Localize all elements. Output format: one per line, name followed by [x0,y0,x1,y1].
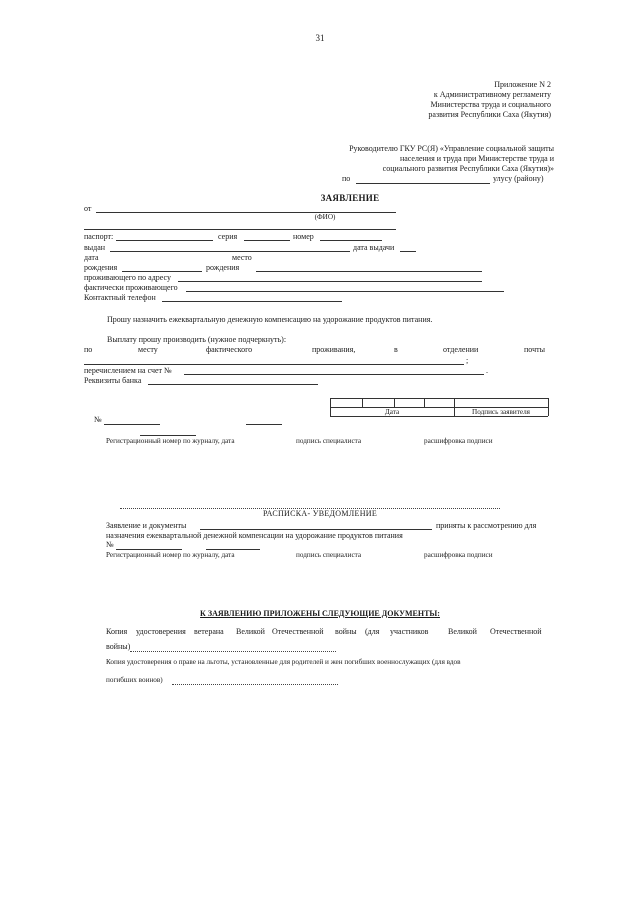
registration-sub-field[interactable] [140,435,196,436]
receipt-number-field[interactable] [116,549,182,550]
attachment-word: (для [365,627,380,636]
request-text: Прошу назначить ежеквартальную денежную компенсацию на удорожание продуктов питания. [107,315,433,324]
appendix-line: к Административному регламенту [433,90,551,99]
appendix-line: Приложение N 2 [494,80,551,89]
receipt-line1-prefix: Заявление и документы [106,521,187,530]
receipt-documents-field[interactable] [200,529,432,530]
series-label: серия [218,232,238,241]
place-label: место [232,253,252,262]
registration-number-field[interactable] [104,424,160,425]
registration-label: Регистрационный номер по журналу, дата [106,437,235,445]
number-field[interactable] [320,240,382,241]
addressee-line: Руководителю ГКУ РС(Я) «Управление социальной защиты [349,144,554,153]
attachment-word: войны [335,627,357,636]
table-right-border [548,398,549,416]
receipt-title: РАСПИСКА- УВЕДОМЛЕНИЕ [262,509,378,518]
specialist-signature-label: подпись специалиста [296,437,362,445]
date-label: дата [84,253,99,262]
attachment-word: удостоверения [136,627,186,636]
issue-date-label: дата выдачи [353,243,395,252]
receipt-date-field[interactable] [206,549,260,550]
phone-field[interactable] [162,301,342,302]
birth-place-field[interactable] [256,271,482,272]
account-field[interactable] [184,374,484,375]
receipt-line2: назначения ежеквартальной денежной компенсации на удорожание продуктов питания [106,531,403,540]
payment-option-word: отделении [443,345,479,354]
addressee-district-prefix: по [342,174,351,183]
birth-place-label: рождения [206,263,240,272]
payment-intro: Выплату прошу производить (нужное подчеркнуть): [107,335,287,344]
payment-option-word: месту [138,345,158,354]
date-cell-divider [362,398,363,407]
document-title: ЗАЯВЛЕНИЕ [320,193,380,203]
addressee-district-suffix: улусу (району) [493,174,544,183]
receipt-registration-label: Регистрационный номер по журналу, дата [106,551,235,559]
attachment-word: Отечественной [272,627,324,636]
attachment-word: Копия [106,627,128,636]
attachment-word: Великой [448,627,477,636]
date-cell-divider [394,398,395,407]
date-cell-divider [424,398,425,407]
payment-option-word: в [394,345,398,354]
decoding-label: расшифровка подписи [424,437,493,445]
post-office-field[interactable] [84,364,464,365]
payment-option-word: фактического [206,345,253,354]
actual-residence-field[interactable] [186,291,504,292]
issued-field[interactable] [110,251,350,252]
signature-header: Подпись заявителя [472,408,530,416]
number-label: номер [293,232,314,241]
receipt-specialist-label: подпись специалиста [296,551,362,559]
passport-label: паспорт: [84,232,114,241]
attachment-word: Отечественной [490,627,542,636]
from-label: от [84,204,92,213]
account-label: перечислением на счет № [84,366,172,375]
payment-option-word: почты [524,345,545,354]
addressee-line: населения и труда при Министерстве труда и [399,154,554,163]
account-end: . [486,366,488,375]
bank-field[interactable] [148,384,318,385]
issue-date-field[interactable] [400,251,416,252]
attachment-word: ветерана [194,627,224,636]
semicolon: ; [466,356,469,365]
issued-label: выдан [84,243,106,252]
page-number: 31 [315,33,325,43]
payment-option-word: проживания, [312,345,356,354]
registration-number-sign: № [94,415,102,424]
payment-option-word: по [84,345,93,354]
attachment-word: участников [390,627,429,636]
residing-field[interactable] [178,281,482,282]
receipt-line1-suffix: приняты к рассмотрению для [436,521,537,530]
receipt-number-sign: № [106,540,114,549]
registration-date-field[interactable] [246,424,282,425]
attachment-item-2-cont: погибших воинов) [106,676,163,684]
attachment-item-2-field[interactable] [172,684,338,685]
appendix-line: Министерства труда и социального [430,100,551,109]
actual-residence-label: фактически проживающего [84,283,178,292]
attachments-title: К ЗАЯВЛЕНИЮ ПРИЛОЖЕНЫ СЛЕДУЮЩИЕ ДОКУМЕНТЫ: [200,609,440,618]
phone-label: Контактный телефон [84,293,156,302]
addressee-line: социального развития Республики Саха (Якутия)» [382,164,554,173]
district-field[interactable] [356,183,490,184]
birth-date-label: рождения [84,263,118,272]
receipt-decoding-label: расшифровка подписи [424,551,493,559]
residing-label: проживающего по адресу [84,273,171,282]
appendix-line: развития Республики Саха (Якутия) [428,110,551,119]
table-left-border [330,398,331,416]
series-field[interactable] [244,240,290,241]
fio-field-continued[interactable] [84,229,396,230]
passport-field[interactable] [116,240,213,241]
attachment-word: Великой [236,627,265,636]
attachment-item-1-field[interactable] [130,651,336,652]
attachment-item-1-cont: войны) [106,642,131,651]
attachment-item-2-text: Копия удостоверения о праве на льготы, установленные для родителей и жен погибших военнослужащих (для вдов [106,658,461,666]
date-header: Дата [384,408,400,416]
fio-caption: (ФИО) [314,213,336,221]
birth-date-field[interactable] [122,271,202,272]
bank-label: Реквизиты банка [84,376,142,385]
fio-field[interactable] [96,212,396,213]
